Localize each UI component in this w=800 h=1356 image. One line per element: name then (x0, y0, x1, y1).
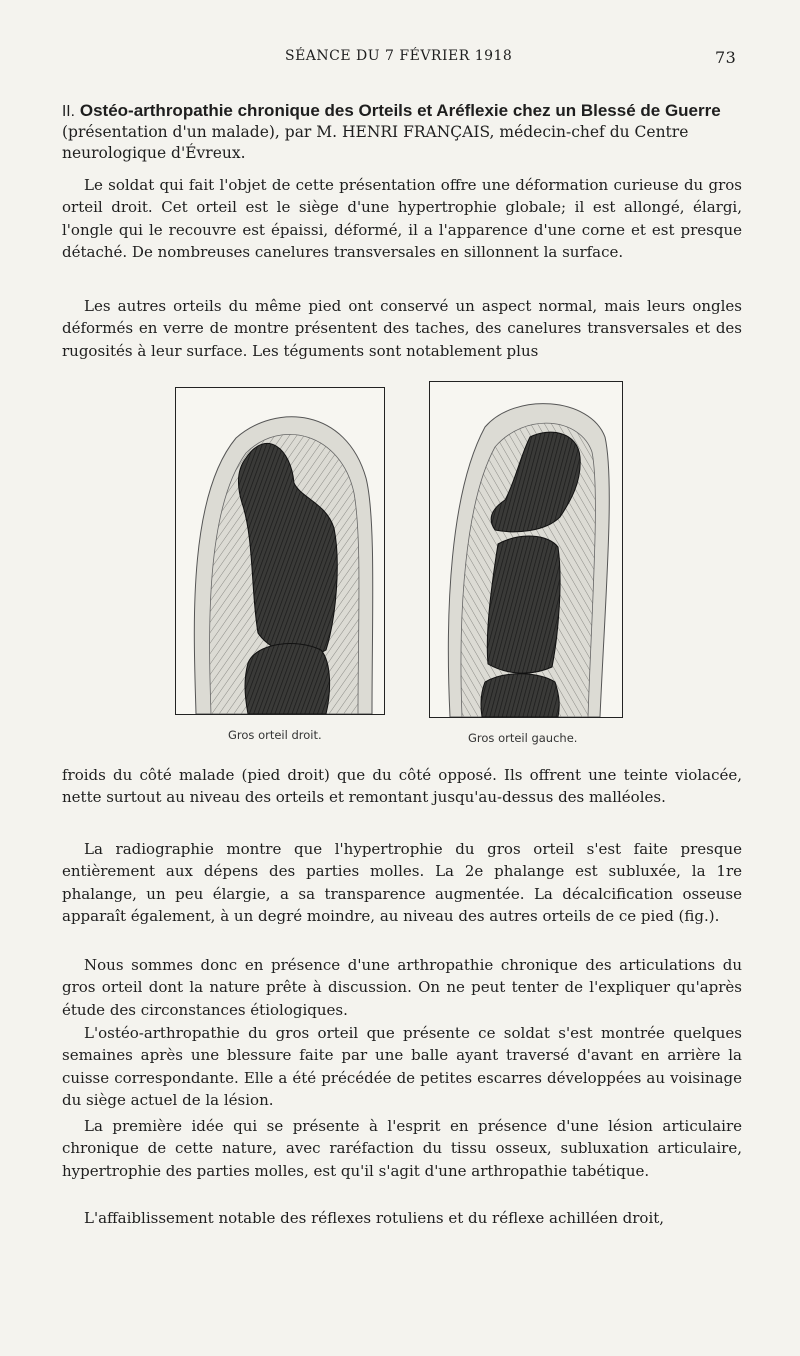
figure-caption-left: Gros orteil gauche. (468, 731, 578, 745)
running-head: SÉANCE DU 7 FÉVRIER 1918 (285, 48, 513, 64)
paragraph: La première idée qui se présente à l'esprit en présence d'une lésion articulaire chronique de cette nature, avec raréfaction du tissu osseux, subluxation articulaire, hypertrophie des parties molles, est qu'il s'agit d'une arthropathie tabétique. (62, 1117, 742, 1180)
paragraph: Nous sommes donc en présence d'une arthropathie chronique des articulations du gros orteil dont la nature prête à discussion. On ne peut tenter de l'expliquer qu'après étude des circonstances étiologiques. (62, 956, 742, 1019)
figure-right-toe (175, 387, 385, 715)
paragraph: La radiographie montre que l'hypertrophie du gros orteil s'est faite presque entièrement aux dépens des parties molles. La 2e phalange est subluxée, la 1re phalange, un peu élargie, a sa transparence augmentée. La décalcification osseuse apparaît également, à un degré moindre, au niveau des autres orteils de ce pied (fig.). (62, 840, 742, 925)
article-title-rest: (présentation d'un malade), par M. HENRI FRANÇAIS, médecin-chef du Centre neurologique d'Évreux. (62, 123, 689, 162)
figure-left-toe (429, 381, 623, 718)
xray-right-toe-image (176, 388, 384, 714)
paragraph: Le soldat qui fait l'objet de cette présentation offre une déformation curieuse du gros orteil droit. Cet orteil est le siège d'une hypertrophie globale; il est allongé, élargi, l'ongle qui le recouvre est épaissi, déformé, il a l'apparence d'une corne et est presque détaché. De nombreuses canelures transversales en sillonnent la surface. (62, 176, 742, 261)
paragraph: Les autres orteils du même pied ont conservé un aspect normal, mais leurs ongles déformés en verre de montre présentent des taches, des canelures transversales et des rugosités à leur surface. Les téguments sont notablement plus (62, 297, 742, 360)
page-number: 73 (715, 48, 737, 67)
article-title (62, 100, 742, 164)
paragraph: L'ostéo-arthropathie du gros orteil que présente ce soldat s'est montrée quelques semaines après une blessure faite par une balle ayant traversé d'avant en arrière la cuisse correspondante. Elle a été précédée de petites escarres développées au voisinage du siège actuel de la lésion. (62, 1024, 742, 1109)
page-header (0, 40, 800, 70)
paragraph: L'affaiblissement notable des réflexes rotuliens et du réflexe achilléen droit, (84, 1209, 665, 1227)
article-title-bold: Ostéo-arthropathie chronique des Orteils et Aréflexie chez un Blessé de Guerre (79, 101, 721, 120)
article-number: II. (62, 103, 75, 120)
xray-left-toe-image (430, 382, 622, 717)
paragraph: froids du côté malade (pied droit) que du côté opposé. Ils offrent une teinte violacée, nette surtout au niveau des orteils et remontant jusqu'au-dessus des malléoles. (62, 766, 742, 807)
figure-caption-right: Gros orteil droit. (228, 728, 322, 742)
